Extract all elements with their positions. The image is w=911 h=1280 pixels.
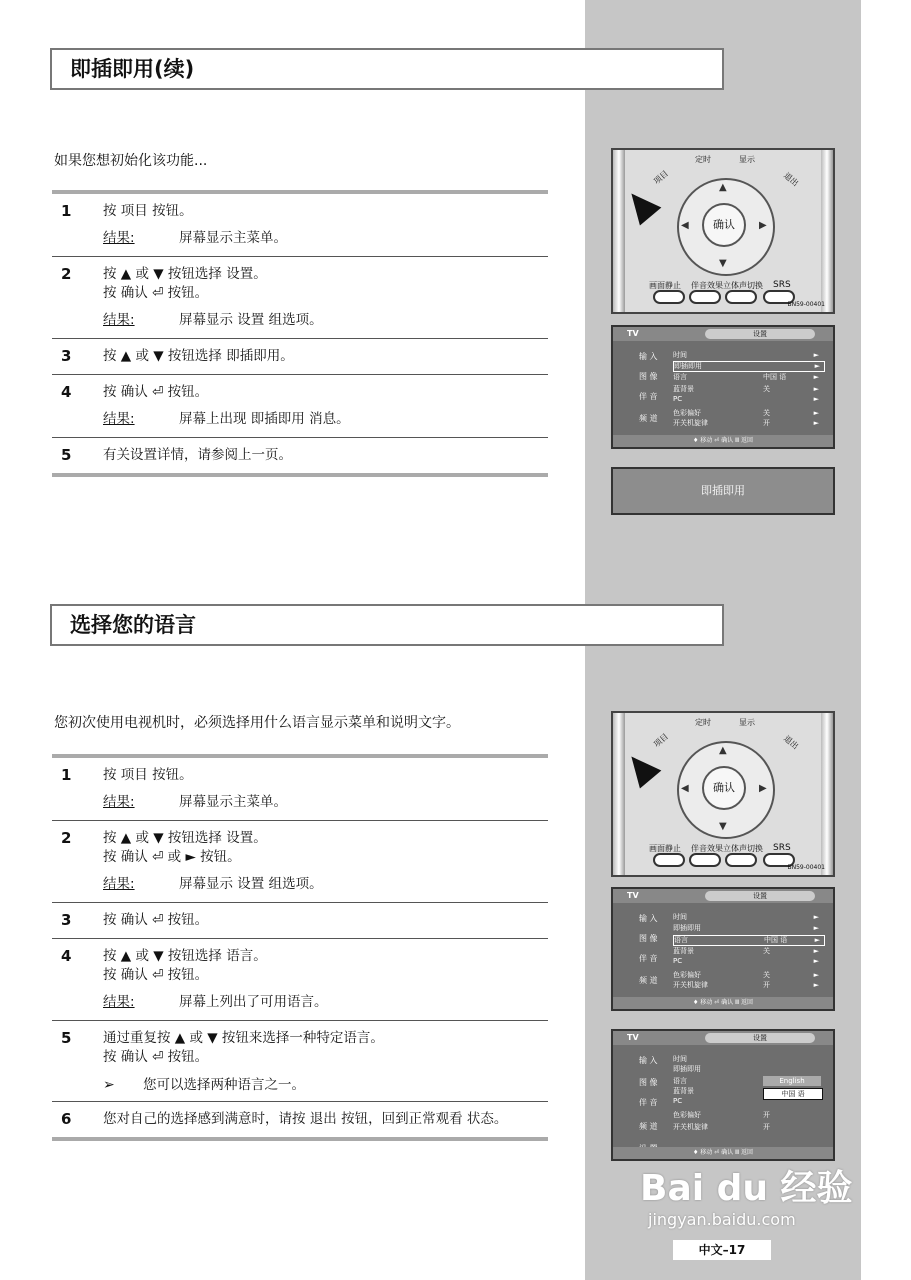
section1-intro: 如果您想初始化该功能... [54, 153, 208, 169]
result-label: 结果: [103, 411, 135, 427]
remote-edge [613, 713, 625, 875]
mute-label: 画面静止 [649, 844, 681, 853]
step-number: 5 [61, 446, 72, 464]
exit-button-label: 退出 [781, 170, 801, 189]
osd-row: PC [673, 1097, 683, 1105]
timer-button-label: 定时 [695, 718, 711, 727]
osd-row: 蓝背景 [673, 1087, 694, 1095]
model-code: BN59-00401 [787, 301, 825, 308]
result-text: 屏幕显示主菜单。 [179, 794, 287, 810]
osd-row: 开关机旋律 开 [673, 1123, 770, 1131]
step-text: 按 确认 ⏎ 按钮。 [103, 285, 209, 301]
step-text: 按 ▲ 或 ▼ 按钮选择 设置。 [103, 266, 267, 282]
result-label: 结果: [103, 794, 135, 810]
osd-footer: ♦ 移动 ⏎ 确认 Ⅲ 返回 [613, 997, 833, 1009]
timer-button-label: 定时 [695, 155, 711, 164]
osd-row: 时间 [673, 1055, 687, 1063]
step-text: 您对自己的选择感到满意时，请按 退出 按钮，回到正常观看 状态。 [103, 1111, 508, 1127]
osd-row: PC ► [673, 395, 819, 403]
watermark [640, 1150, 860, 1240]
osd-title: 设置 [705, 891, 815, 901]
result-label: 结果: [103, 994, 135, 1010]
osd-language-menu [611, 1029, 835, 1161]
remote-button [725, 290, 757, 304]
exit-button-label: 退出 [781, 733, 801, 752]
section2-title: 选择您的语言 [50, 604, 724, 646]
watermark-url: jingyan.baidu.com [648, 1210, 796, 1229]
step-text: 按 确认 ⏎ 按钮。 [103, 1049, 209, 1065]
ok-button: 确认 [702, 203, 746, 247]
result-text: 屏幕上出现 即插即用 消息。 [179, 411, 350, 427]
osd-category: 图 像 [639, 1078, 658, 1087]
remote-control-image [611, 711, 835, 877]
up-arrow-icon: ▲ [719, 745, 727, 756]
note-arrow-icon: ➢ [103, 1077, 115, 1093]
step-row [52, 758, 548, 821]
osd-tv-label: TV [627, 891, 639, 900]
step-text: 按 项目 按钮。 [103, 767, 193, 783]
remote-button [689, 853, 721, 867]
section1-title: 即插即用(续) [50, 48, 724, 90]
osd-row: 色彩偏好 关 ► [673, 971, 819, 979]
remote-button [689, 290, 721, 304]
baidu-logo: Bai du 经验 [640, 1168, 853, 1209]
section2-steps [52, 754, 548, 1141]
osd-row: 蓝背景 关 ► [673, 385, 819, 393]
step-number: 1 [61, 766, 72, 784]
step-number: 1 [61, 202, 72, 220]
language-option: English [763, 1076, 821, 1086]
result-text: 屏幕显示 设置 组选项。 [179, 876, 323, 892]
sound-effect-label: 伴音效果 [691, 281, 723, 290]
osd-row-selected: 语言 中国 语 ► [673, 935, 825, 946]
step-text: 通过重复按 ▲ 或 ▼ 按钮来选择一种特定语言。 [103, 1030, 384, 1046]
mute-label: 画面静止 [649, 281, 681, 290]
language-option-selected: 中国 语 [763, 1088, 823, 1100]
osd-row-selected: 即插即用 ► [673, 361, 825, 372]
step-number: 4 [61, 383, 72, 401]
osd-row: 开关机旋律 开 ► [673, 981, 819, 989]
osd-row: 色彩偏好 关 ► [673, 409, 819, 417]
step-text: 按 确认 ⏎ 按钮。 [103, 967, 209, 983]
osd-row: 即插即用 ► [673, 924, 819, 932]
remote-button [725, 853, 757, 867]
osd-footer: ♦ 移动 ⏎ 确认 Ⅲ 返回 [613, 435, 833, 447]
osd-title: 设置 [705, 329, 815, 339]
step-result [103, 875, 548, 894]
step-row [52, 939, 548, 1021]
step-row [52, 438, 548, 473]
step-text: 按 确认 ⏎ 按钮。 [103, 912, 209, 928]
remote-edge [821, 150, 833, 312]
result-label: 结果: [103, 312, 135, 328]
display-button-label: 显示 [739, 155, 755, 164]
step-row [52, 821, 548, 903]
step-row [52, 1102, 548, 1137]
down-arrow-icon: ▼ [719, 821, 727, 832]
step-note [103, 1073, 548, 1093]
osd-category: 输 入 [639, 352, 658, 361]
sound-effect-label: 伴音效果 [691, 844, 723, 853]
right-arrow-icon: ▶ [759, 220, 767, 231]
step-number: 4 [61, 947, 72, 965]
osd-category: 频 道 [639, 414, 658, 423]
step-row [52, 257, 548, 339]
osd-row: 时间 ► [673, 913, 819, 921]
step-result [103, 993, 548, 1012]
osd-setup-menu [611, 887, 835, 1011]
left-arrow-icon: ◀ [681, 220, 689, 231]
menu-button-label: 项目 [651, 731, 671, 750]
remote-button [653, 853, 685, 867]
step-row [52, 375, 548, 438]
srs-label: SRS [773, 843, 791, 853]
step-text: 有关设置详情，请参阅上一页。 [103, 447, 292, 463]
up-arrow-icon: ▲ [719, 182, 727, 193]
step-text: 按 确认 ⏎ 按钮。 [103, 384, 209, 400]
step-text: 按 项目 按钮。 [103, 203, 193, 219]
osd-tv-label: TV [627, 1033, 639, 1042]
osd-row: 色彩偏好 开 [673, 1111, 770, 1119]
osd-category: 伴 音 [639, 1098, 658, 1107]
step-result [103, 410, 548, 429]
right-arrow-icon: ▶ [759, 783, 767, 794]
note-text: 您可以选择两种语言之一。 [143, 1077, 305, 1093]
osd-row: PC ► [673, 957, 819, 965]
step-text: 按 ▲ 或 ▼ 按钮选择 即插即用。 [103, 348, 294, 364]
osd-category: 图 像 [639, 372, 658, 381]
osd-category: 频 道 [639, 976, 658, 985]
step-text: 按 ▲ 或 ▼ 按钮选择 语言。 [103, 948, 267, 964]
result-text: 屏幕显示主菜单。 [179, 230, 287, 246]
osd-category: 频 道 [639, 1122, 658, 1131]
stereo-label: 立体声切换 [723, 281, 763, 290]
display-button-label: 显示 [739, 718, 755, 727]
osd-row: 蓝背景 关 ► [673, 947, 819, 955]
section1-steps [52, 190, 548, 477]
pointer-arrow-icon [621, 748, 662, 789]
down-arrow-icon: ▼ [719, 258, 727, 269]
step-row [52, 339, 548, 375]
section2-intro: 您初次使用电视机时，必须选择用什么语言显示菜单和说明文字。 [54, 715, 460, 731]
result-text: 屏幕上列出了可用语言。 [179, 994, 328, 1010]
osd-category: 输 入 [639, 914, 658, 923]
result-text: 屏幕显示 设置 组选项。 [179, 312, 323, 328]
step-number: 5 [61, 1029, 72, 1047]
step-row [52, 903, 548, 939]
osd-row: 开关机旋律 开 ► [673, 419, 819, 427]
osd-category: 图 像 [639, 934, 658, 943]
osd-setup-menu [611, 325, 835, 449]
osd-row: 即插即用 [673, 1065, 701, 1073]
step-result [103, 311, 548, 330]
model-code: BN59-00401 [787, 864, 825, 871]
osd-category: 伴 音 [639, 954, 658, 963]
osd-category: 输 入 [639, 1056, 658, 1065]
step-row [52, 1021, 548, 1102]
result-label: 结果: [103, 876, 135, 892]
result-label: 结果: [103, 230, 135, 246]
step-text: 按 确认 ⏎ 或 ► 按钮。 [103, 849, 241, 865]
left-arrow-icon: ◀ [681, 783, 689, 794]
remote-button [653, 290, 685, 304]
menu-button-label: 项目 [651, 168, 671, 187]
osd-footer: ♦ 移动 ⏎ 确认 Ⅲ 返回 [613, 1147, 833, 1159]
step-number: 2 [61, 829, 72, 847]
step-number: 2 [61, 265, 72, 283]
osd-row: 语言 [673, 1077, 687, 1085]
page-number: 中文–17 [673, 1240, 771, 1260]
step-number: 6 [61, 1110, 72, 1128]
osd-row: 时间 ► [673, 351, 819, 359]
osd-title: 设置 [705, 1033, 815, 1043]
step-number: 3 [61, 347, 72, 365]
step-number: 3 [61, 911, 72, 929]
stereo-label: 立体声切换 [723, 844, 763, 853]
step-result [103, 229, 548, 248]
osd-category: 伴 音 [639, 392, 658, 401]
remote-edge [613, 150, 625, 312]
step-result [103, 793, 548, 812]
osd-row: 语言 中国 语 ► [673, 373, 819, 381]
step-text: 按 ▲ 或 ▼ 按钮选择 设置。 [103, 830, 267, 846]
osd-tv-label: TV [627, 329, 639, 338]
pointer-arrow-icon [621, 185, 662, 226]
srs-label: SRS [773, 280, 791, 290]
plug-and-play-message: 即插即用 [611, 467, 835, 515]
remote-control-image [611, 148, 835, 314]
remote-edge [821, 713, 833, 875]
step-row [52, 194, 548, 257]
ok-button: 确认 [702, 766, 746, 810]
